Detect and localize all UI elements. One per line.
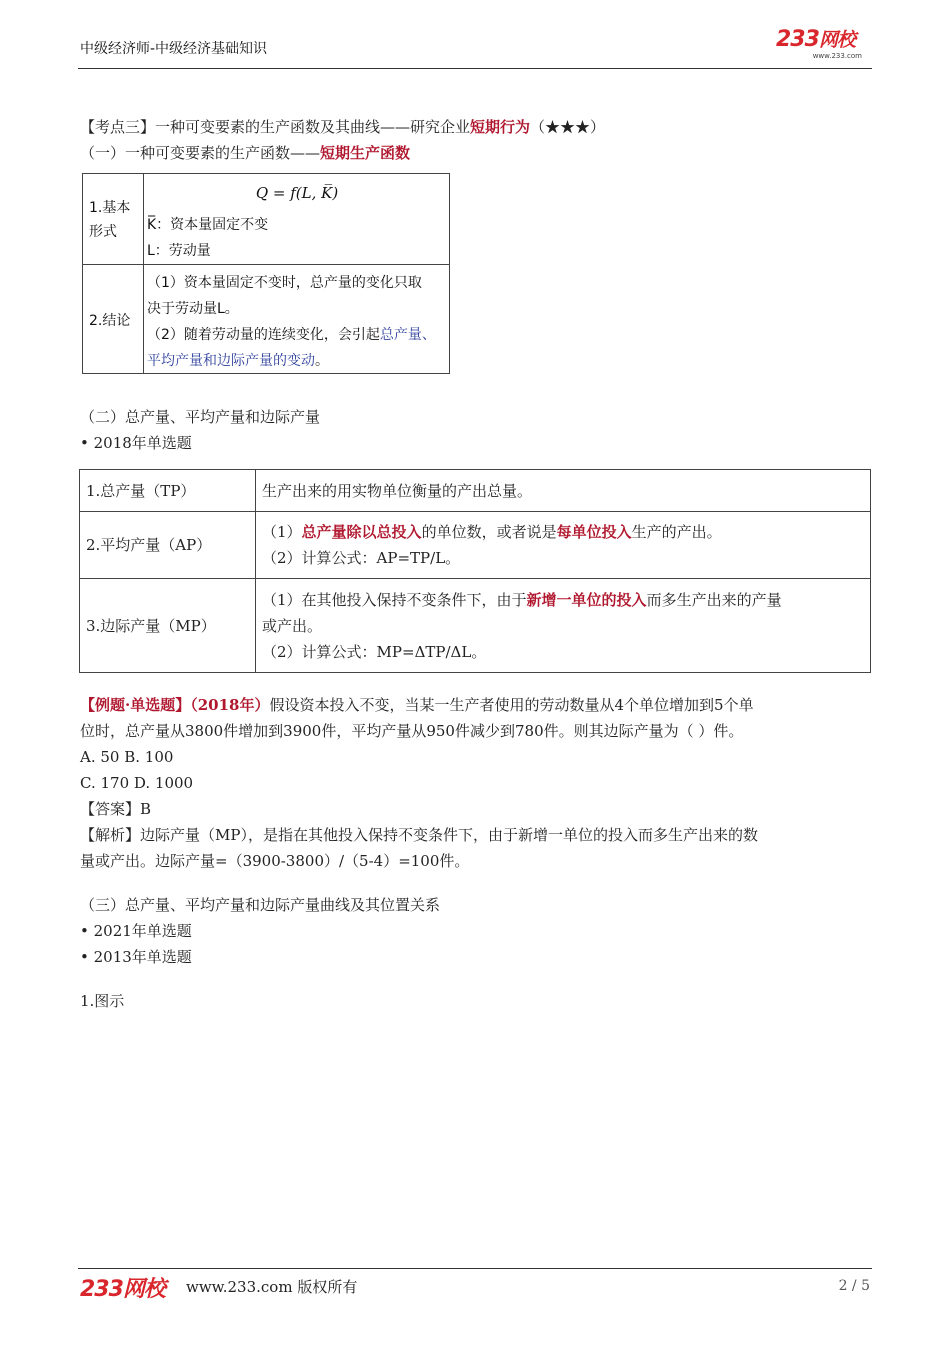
table-cell-value: （1）总产量除以总投入的单位数，或者说是每单位投入生产的产出。 （2）计算公式：AP=TP/L。 <box>256 512 871 579</box>
row-label-conclusion: 2.结论 <box>89 313 131 329</box>
part2-bullet: • 2018年单选题 <box>80 434 192 452</box>
logo-url: www.233.com <box>812 52 862 60</box>
subsection-heading: （一）一种可变要素的生产函数——短期生产函数 <box>80 144 411 162</box>
part2-title: （二）总产量、平均产量和边际产量 <box>80 408 321 426</box>
part3-title: （三）总产量、平均产量和边际产量曲线及其位置关系 <box>80 896 441 914</box>
table-cell-key: 1.总产量（TP） <box>80 470 256 512</box>
example-explanation-2: 量或产出。边际产量=（3900-3800）/（5-4）=100件。 <box>80 852 470 870</box>
part3-bullet-2021: • 2021年单选题 <box>80 922 192 940</box>
output-definitions-table <box>79 469 871 673</box>
section-heading: 【考点三】一种可变要素的生产函数及其曲线——研究企业短期行为（★★★） <box>80 118 606 136</box>
table-row <box>80 579 871 673</box>
formula: Q = f(L, K̅) <box>255 184 339 202</box>
example-question-line1: 【例题·单选题】（2018年）假设资本投入不变，当某一生产者使用的劳动数量从4个单位增加到5个单 <box>80 696 754 714</box>
table-cell-key: 2.平均产量（AP） <box>80 512 256 579</box>
production-function-table <box>82 173 450 374</box>
page-number: 2 / 5 <box>838 1278 870 1294</box>
table-cell-value: （1）在其他投入保持不变条件下，由于新增一单位的投入而多生产出来的产量 或产出。 （2）计算公式：MP=ΔTP/ΔL。 <box>256 579 871 673</box>
table-cell-value: 生产出来的用实物单位衡量的产出总量。 <box>256 470 871 512</box>
example-options-2: C. 170 D. 1000 <box>80 774 194 792</box>
table-row <box>80 512 871 579</box>
header-divider <box>78 68 872 69</box>
table-row <box>80 470 871 512</box>
formula-definitions: K̅：资本量固定不变 L：劳动量 <box>147 217 269 259</box>
logo-text: 233网校 <box>776 27 855 52</box>
example-answer: 【答案】B <box>80 800 152 818</box>
part3-item-diagram: 1.图示 <box>80 992 125 1010</box>
row-label-basic-form: 1.基本 形式 <box>89 200 131 240</box>
example-options-1: A. 50 B. 100 <box>80 748 174 766</box>
footer-divider <box>78 1268 872 1269</box>
footer-logo: 233网校 <box>80 1277 165 1302</box>
example-explanation-1: 【解析】边际产量（MP），是指在其他投入保持不变条件下，由于新增一单位的投入而多生产出来的数 <box>80 826 758 844</box>
document-header-title: 中级经济师-中级经济基础知识 <box>80 41 268 57</box>
part3-bullet-2013: • 2013年单选题 <box>80 948 192 966</box>
table-cell-key: 3.边际产量（MP） <box>80 579 256 673</box>
footer-copyright: www.233.com 版权所有 <box>186 1278 358 1296</box>
brand-logo <box>776 28 876 60</box>
conclusion-text: （1）资本量固定不变时，总产量的变化只取 决于劳动量L。 （2）随着劳动量的连续变化，会引起总产量、 平均产量和边际产量的变动。 <box>147 275 436 369</box>
example-question-line2: 位时，总产量从3800件增加到3900件，平均产量从950件减少到780件。则其边际产量为（ ）件。 <box>80 722 744 740</box>
